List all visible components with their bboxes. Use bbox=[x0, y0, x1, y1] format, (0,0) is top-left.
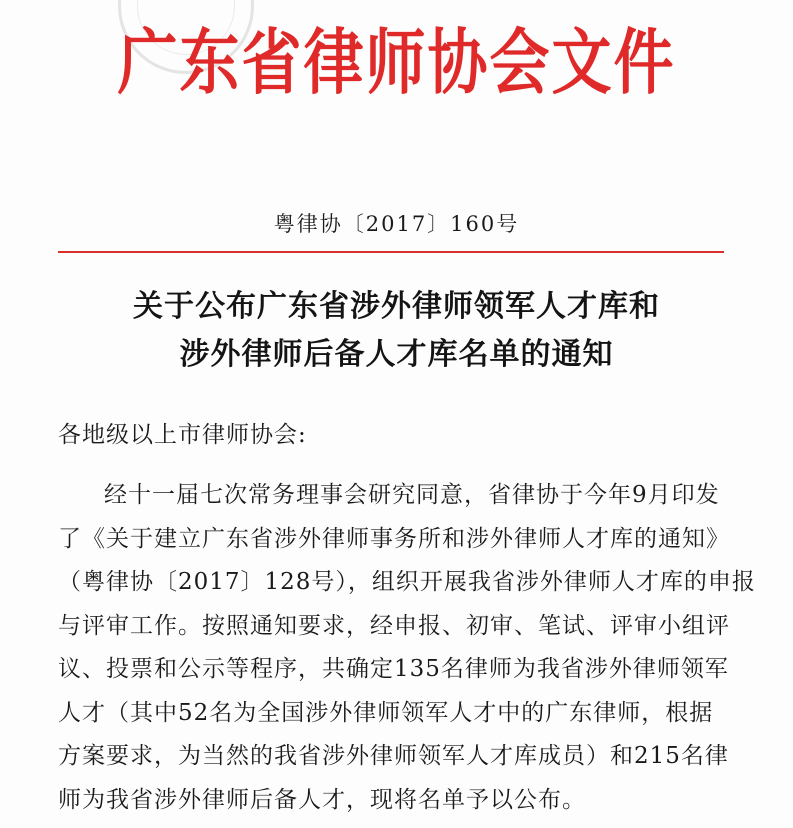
document-header-title: 广东省律师协会文件 bbox=[117, 22, 676, 105]
body-line-3: （粤律协〔2017〕128号），组织开展我省涉外律师人才库的申报 bbox=[58, 569, 756, 595]
body-line-5: 议、投票和公示等程序，共确定135名律师为我省涉外律师领军 bbox=[58, 656, 729, 682]
body-line-6: 人才（其中52名为全国涉外律师领军人才中的广东律师，根据 bbox=[58, 699, 714, 726]
notice-title-line-1: 关于公布广东省涉外律师领军人才库和 bbox=[133, 289, 660, 324]
notice-title bbox=[0, 283, 793, 379]
body-line-2: 了《关于建立广东省涉外律师事务所和涉外律师人才库的通知》 bbox=[58, 525, 730, 552]
body-line-7: 方案要求，为当然的我省涉外律师领军人才库成员）和215名律 bbox=[58, 743, 729, 769]
notice-title-line-2: 涉外律师后备人才库名单的通知 bbox=[179, 337, 614, 372]
body-line-1: 经十一届七次常务理事会研究同意，省律协于今年9月印发 bbox=[104, 482, 720, 508]
salutation: 各地级以上市律师协会: bbox=[58, 422, 307, 448]
body-paragraph bbox=[58, 474, 756, 822]
document-number: 粤律协〔2017〕160号 bbox=[273, 212, 520, 236]
body-line-8: 师为我省涉外律师后备人才，现将名单予以公布。 bbox=[58, 786, 586, 813]
body-line-4: 与评审工作。按照通知要求，经申报、初审、笔试、评审小组评 bbox=[58, 612, 730, 639]
red-divider-line bbox=[58, 251, 724, 253]
